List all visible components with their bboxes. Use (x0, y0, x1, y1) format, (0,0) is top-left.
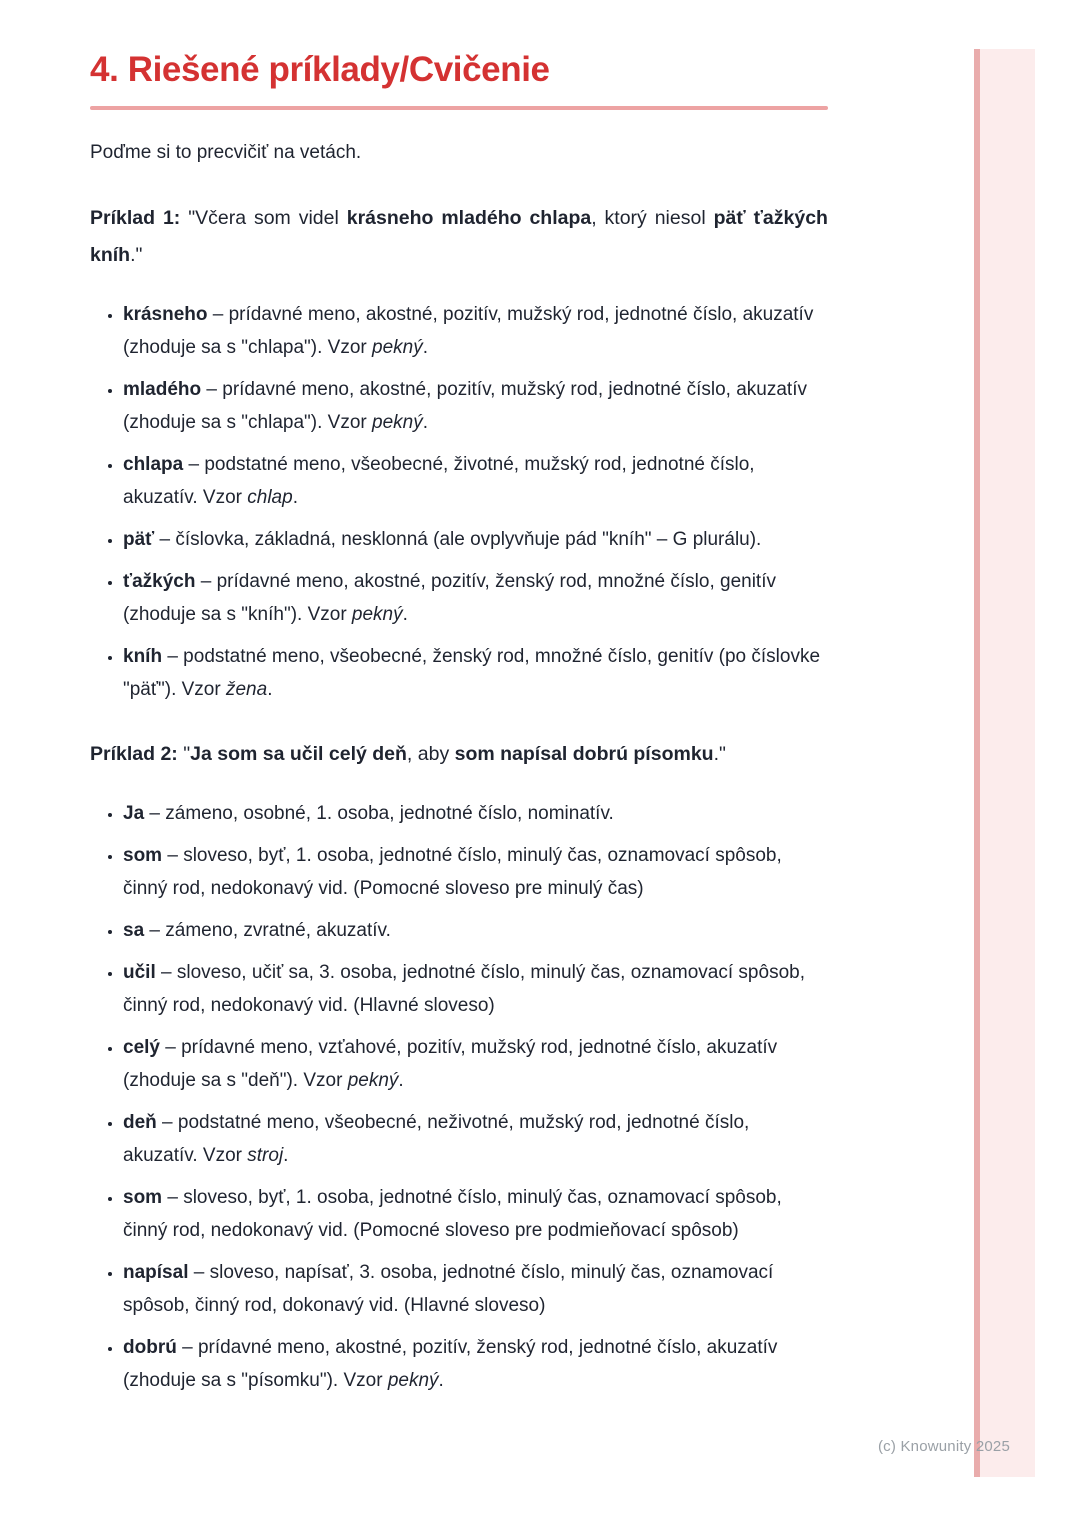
analyzed-word: sa (123, 919, 145, 941)
word-analysis: – prídavné meno, akostné, pozitív, mužský rod, jednotné číslo, akuzatív (zhoduje sa s "chlapa"). Vzor (123, 303, 814, 358)
example-label: Príklad 2: (90, 742, 178, 765)
analysis-tail: . (283, 1144, 289, 1166)
analysis-tail: . (402, 603, 408, 625)
analysis-item (123, 839, 828, 905)
analyzed-word: deň (123, 1111, 157, 1133)
analysis-item (123, 640, 828, 706)
word-analysis: – sloveso, učiť sa, 3. osoba, jednotné číslo, minulý čas, oznamovací spôsob, činný rod, nedokonavý vid. (Hlavné sloveso) (123, 961, 805, 1016)
word-analysis: – číslovka, základná, nesklonná (ale ovplyvňuje pád "kníh" – G plurálu). (154, 528, 762, 550)
word-analysis: – prídavné meno, akostné, pozitív, ženský rod, množné číslo, genitív (zhoduje sa s "kníh"). Vzor (123, 570, 776, 625)
sentence-text: ." (130, 243, 143, 266)
analyzed-word: mladého (123, 378, 202, 400)
sentence-bold-text: päť ťažkých kníh (90, 206, 828, 266)
word-analysis: – sloveso, byť, 1. osoba, jednotné číslo, minulý čas, oznamovací spôsob, činný rod, nedokonavý vid. (Pomocné sloveso pre minulý čas) (123, 844, 782, 899)
sentence-bold-text: Ja som sa učil celý deň (190, 742, 407, 765)
example-sentence (90, 200, 828, 274)
example-section-2 (90, 736, 828, 1397)
analysis-item (123, 523, 828, 556)
example-label: Príklad 1: (90, 206, 181, 229)
intro-text: Poďme si to precvičiť na vetách. (90, 142, 362, 164)
analyzed-word: som (123, 1186, 163, 1208)
word-analysis: – prídavné meno, vzťahové, pozitív, mužský rod, jednotné číslo, akuzatív (zhoduje sa s "deň"). Vzor (123, 1036, 778, 1091)
vzor-pattern: pekný (347, 1069, 399, 1091)
analysis-item (123, 1031, 828, 1097)
word-analysis: – prídavné meno, akostné, pozitív, mužský rod, jednotné číslo, akuzatív (zhoduje sa s "chlapa"). Vzor (123, 378, 807, 433)
vzor-pattern: žena (225, 678, 268, 700)
analyzed-word: ťažkých (123, 570, 196, 592)
example-section-1 (90, 200, 828, 706)
word-analysis: – zámeno, zvratné, akuzatív. (144, 919, 391, 941)
right-margin-band-line (974, 49, 980, 1477)
vzor-pattern: pekný (387, 1369, 439, 1391)
word-analysis: – sloveso, byť, 1. osoba, jednotné číslo, minulý čas, oznamovací spôsob, činný rod, nedokonavý vid. (Pomocné sloveso pre podmieňovací spôsob) (123, 1186, 782, 1241)
vzor-pattern: stroj (247, 1144, 284, 1166)
analysis-item (123, 1181, 828, 1247)
analysis-list (90, 298, 828, 706)
analysis-tail: . (438, 1369, 444, 1391)
sentence-bold-text: som napísal dobrú písomku (454, 742, 714, 765)
vzor-pattern: chlap (247, 486, 293, 508)
analyzed-word: chlapa (123, 453, 184, 475)
sentence-text: "Včera som videl (180, 206, 347, 229)
analysis-tail: . (422, 411, 428, 433)
sentence-text: , ktorý niesol (591, 206, 714, 229)
analysis-item (123, 1106, 828, 1172)
analysis-item (123, 565, 828, 631)
analysis-item (123, 1256, 828, 1322)
word-analysis: – podstatné meno, všeobecné, životné, mužský rod, jednotné číslo, akuzatív. Vzor (123, 453, 755, 508)
sentence-text: ." (713, 742, 726, 765)
sentence-text: , aby (406, 742, 455, 765)
content-column (90, 0, 828, 1406)
word-analysis: – podstatné meno, všeobecné, ženský rod, množné číslo, genitív (po číslovke "päť"). Vzor (123, 645, 821, 700)
analysis-item (123, 373, 828, 439)
analyzed-word: kníh (123, 645, 163, 667)
analyzed-word: som (123, 844, 163, 866)
analysis-tail: . (398, 1069, 404, 1091)
word-analysis: – prídavné meno, akostné, pozitív, ženský rod, jednotné číslo, akuzatív (zhoduje sa s "písomku"). Vzor (123, 1336, 778, 1391)
analysis-item (123, 956, 828, 1022)
analyzed-word: učil (123, 961, 156, 983)
word-analysis: – podstatné meno, všeobecné, neživotné, mužský rod, jednotné číslo, akuzatív. Vzor (123, 1111, 750, 1166)
right-margin-band (980, 49, 1035, 1477)
analysis-list (90, 797, 828, 1397)
vzor-pattern: pekný (372, 336, 423, 358)
vzor-pattern: pekný (372, 411, 423, 433)
word-analysis: – zámeno, osobné, 1. osoba, jednotné číslo, nominatív. (144, 802, 614, 824)
sentence-text: " (177, 742, 191, 765)
copyright-footer: (c) Knowunity 2025 (877, 1438, 1010, 1455)
analyzed-word: celý (123, 1036, 160, 1058)
analysis-item (123, 448, 828, 514)
title-divider (90, 106, 828, 110)
analysis-tail: . (422, 336, 428, 358)
page-title: 4. Riešené príklady/Cvičenie (90, 50, 550, 89)
sentence-bold-text: krásneho mladého chlapa (346, 206, 592, 229)
example-sentence (90, 736, 828, 773)
analyzed-word: napísal (123, 1261, 189, 1283)
analysis-tail: . (292, 486, 298, 508)
analyzed-word: päť (123, 528, 155, 550)
analyzed-word: krásneho (123, 303, 208, 325)
analysis-item (123, 1331, 828, 1397)
vzor-pattern: pekný (351, 603, 403, 625)
analysis-item (123, 914, 828, 947)
analysis-item (123, 797, 828, 830)
analysis-tail: . (267, 678, 273, 700)
analyzed-word: dobrú (123, 1336, 177, 1358)
analyzed-word: Ja (123, 802, 145, 824)
word-analysis: – sloveso, napísať, 3. osoba, jednotné číslo, minulý čas, oznamovací spôsob, činný rod, dokonavý vid. (Hlavné sloveso) (123, 1261, 774, 1316)
analysis-item (123, 298, 828, 364)
